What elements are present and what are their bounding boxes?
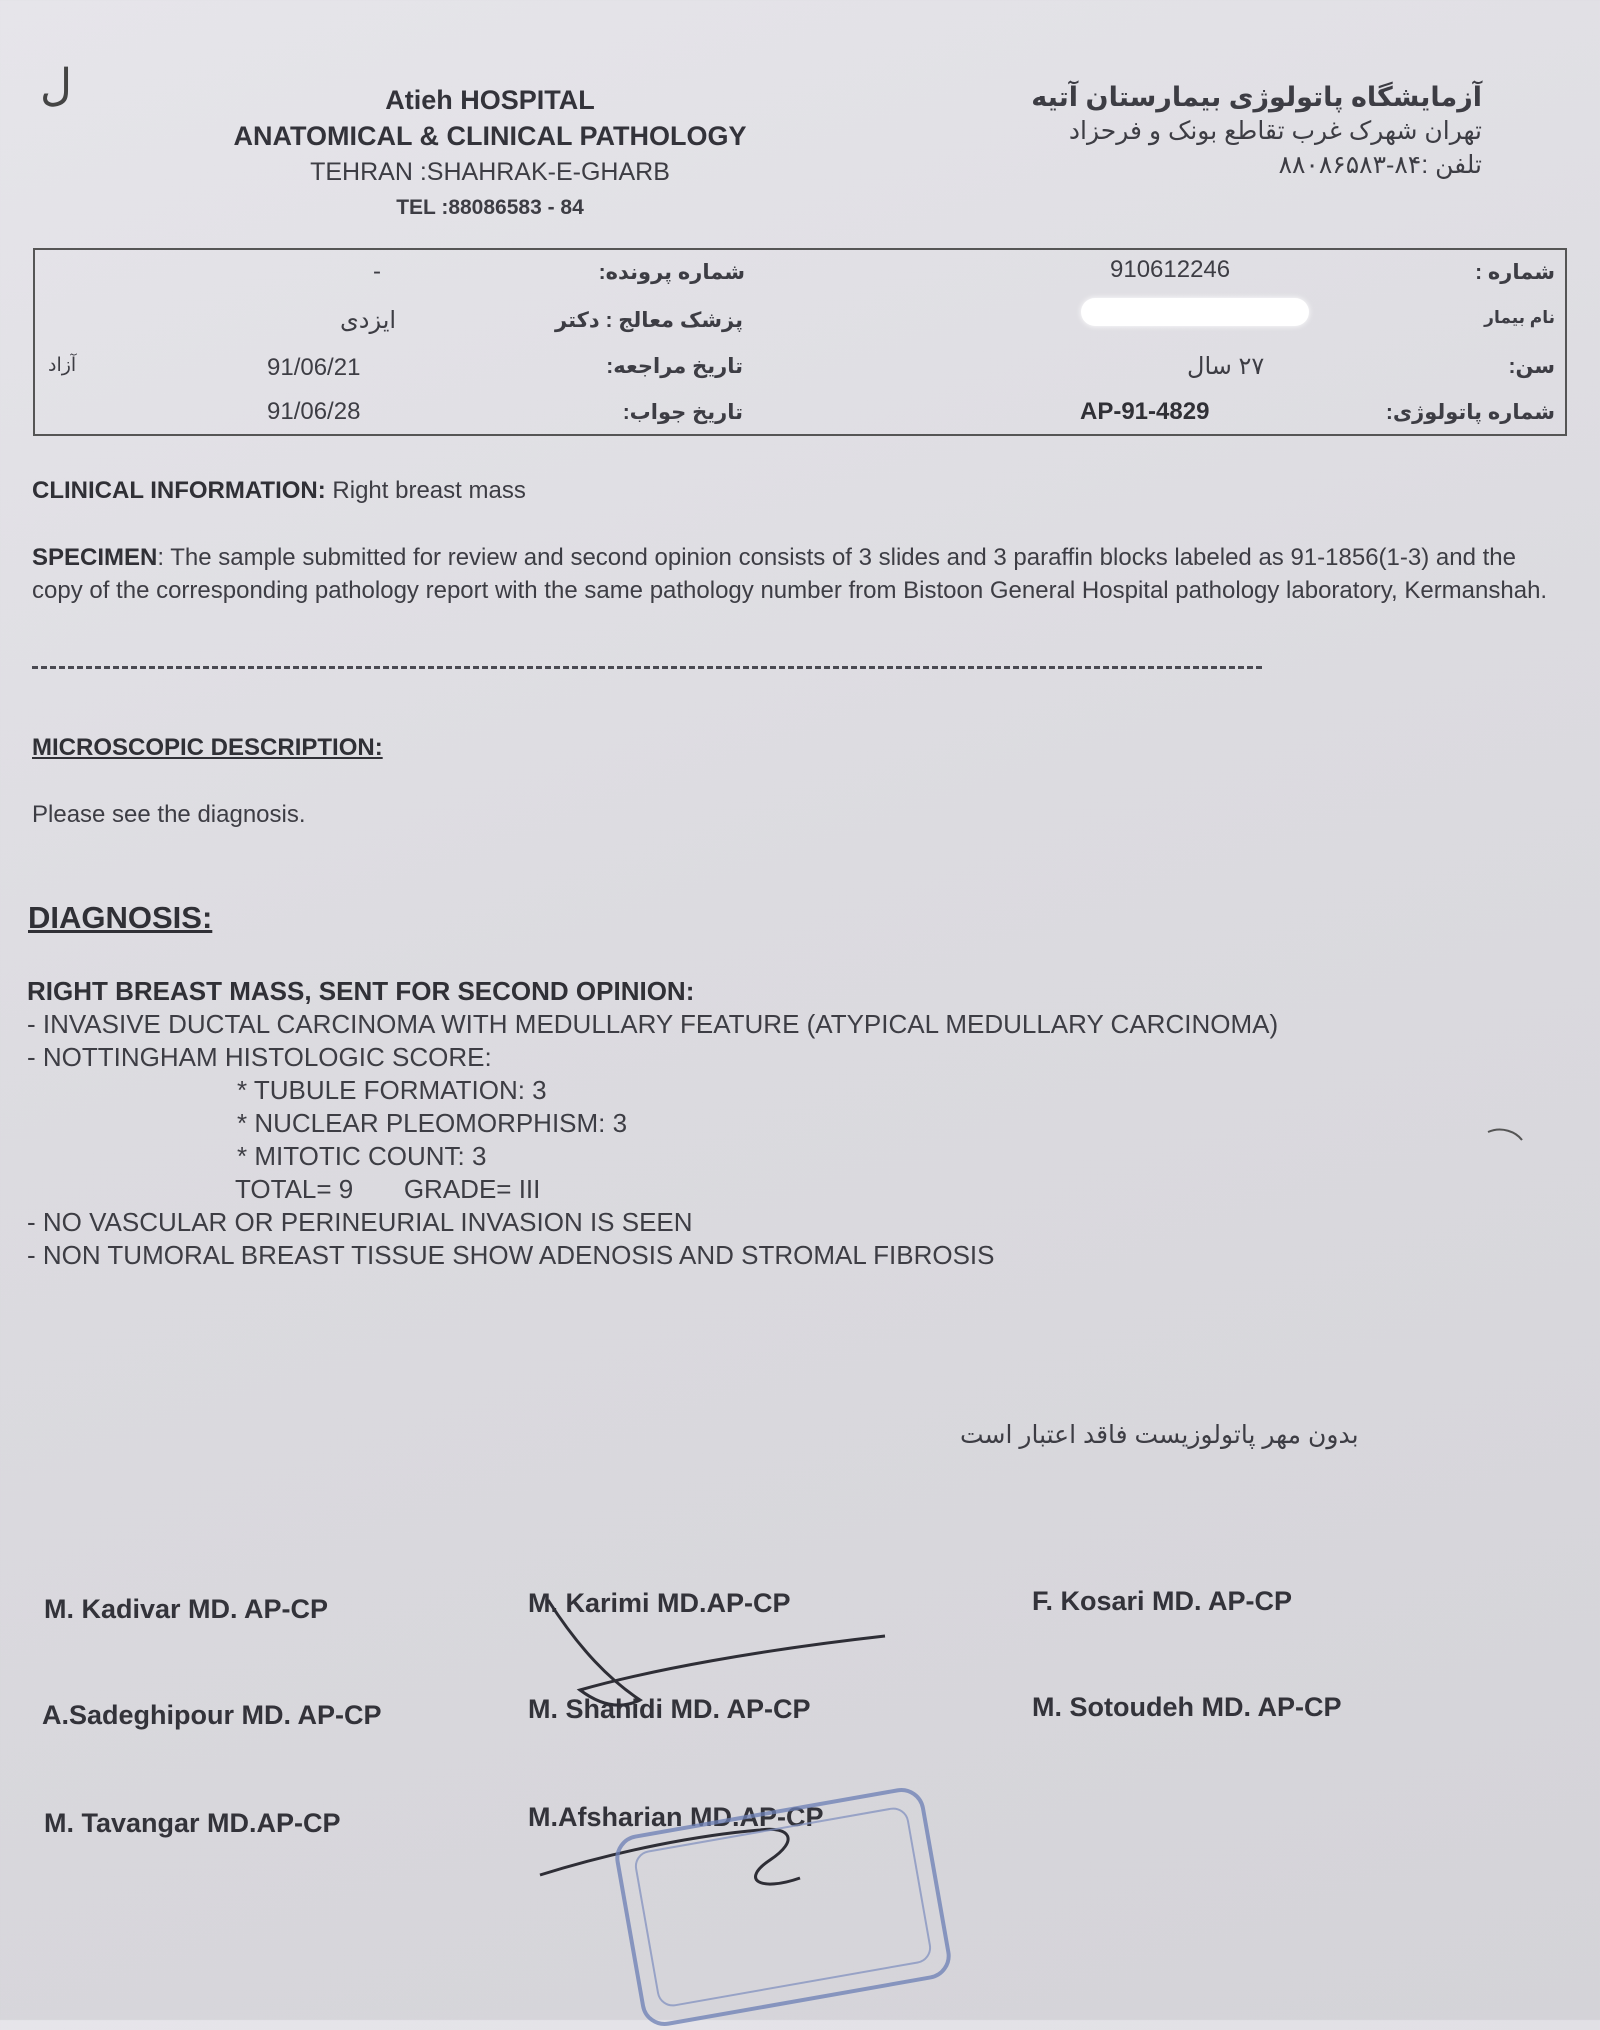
insurance-type: آزاد bbox=[48, 355, 77, 376]
doctor-label: پزشک معالج : دکتر bbox=[555, 309, 743, 332]
hospital-address: TEHRAN :SHAHRAK-E-GHARB bbox=[310, 158, 670, 186]
handwritten-mark: ل bbox=[40, 60, 72, 111]
diagnosis-line: * MITOTIC COUNT: 3 bbox=[237, 1141, 487, 1171]
signatory-name: A.Sadeghipour MD. AP-CP bbox=[42, 1700, 382, 1730]
diagnosis-line: - NOTTINGHAM HISTOLOGIC SCORE: bbox=[27, 1042, 492, 1072]
signatory-name: F. Kosari MD. AP-CP bbox=[1032, 1586, 1293, 1616]
signatory-name: M.Afsharian MD.AP-CP bbox=[528, 1802, 824, 1832]
diagnosis-line: * TUBULE FORMATION: 3 bbox=[237, 1075, 547, 1105]
file-number-value: - bbox=[373, 258, 381, 285]
signatory-name: M. Sotoudeh MD. AP-CP bbox=[1032, 1692, 1342, 1722]
hospital-address-fa: تهران شهرک غرب تقاطع بونک و فرحزاد bbox=[1068, 117, 1482, 145]
answer-date-value: 91/06/28 bbox=[267, 398, 361, 425]
clinical-information-label: CLINICAL INFORMATION: bbox=[32, 477, 326, 504]
hospital-name-fa: آزمایشگاه پاتولوژی بیمارستان آتیه bbox=[1031, 82, 1482, 112]
answer-date-label: تاریخ جواب: bbox=[622, 401, 743, 424]
pathology-number-label: شماره پاتولوژی: bbox=[1385, 401, 1555, 424]
specimen-label: SPECIMEN bbox=[32, 544, 158, 571]
microscopic-description-text: Please see the diagnosis. bbox=[32, 801, 306, 828]
age-label: سن: bbox=[1508, 355, 1555, 378]
clinical-information-text: Right breast mass bbox=[325, 477, 526, 504]
file-number-label: شماره پرونده: bbox=[598, 261, 745, 284]
visit-date-label: تاریخ مراجعه: bbox=[606, 355, 743, 378]
patient-name-label: نام بیمار bbox=[1484, 308, 1555, 327]
pathology-number-value: AP-91-4829 bbox=[1080, 398, 1210, 425]
diagnosis-line: - NON TUMORAL BREAST TISSUE SHOW ADENOSIS AND STROMAL FIBROSIS bbox=[27, 1240, 995, 1270]
specimen-text: : The sample submitted for review and second opinion consists of 3 slides and 3 paraffin blocks labeled as 91-1856(1-3) and the copy of the corresponding pathology report with the same pathology number from Bistoon General Hospital pathology laboratory, Kermanshah. bbox=[32, 544, 1548, 604]
microscopic-description-heading: MICROSCOPIC DESCRIPTION: bbox=[32, 734, 383, 761]
diagnosis-line: - NO VASCULAR OR PERINEURIAL INVASION IS SEEN bbox=[27, 1207, 693, 1237]
number-value: 910612246 bbox=[1110, 256, 1231, 283]
department-name: ANATOMICAL & CLINICAL PATHOLOGY bbox=[233, 121, 747, 151]
stamp-validity-note: بدون مهر پاتولوزیست فاقد اعتبار است bbox=[960, 1421, 1359, 1449]
hospital-phone-fa: تلفن :۸۴-۸۸۰۸۶۵۸۳ bbox=[1278, 151, 1482, 179]
hospital-phone: TEL :88086583 - 84 bbox=[396, 196, 584, 219]
hospital-name: Atieh HOSPITAL bbox=[385, 85, 595, 115]
diagnosis-line: - INVASIVE DUCTAL CARCINOMA WITH MEDULLARY FEATURE (ATYPICAL MEDULLARY CARCINOMA) bbox=[27, 1009, 1279, 1039]
signatory-name: M. Tavangar MD.AP-CP bbox=[44, 1808, 341, 1838]
number-label: شماره : bbox=[1475, 261, 1555, 284]
signatory-name: M. Shahidi MD. AP-CP bbox=[528, 1694, 811, 1724]
diagnosis-line: TOTAL= 9 GRADE= III bbox=[235, 1174, 541, 1204]
diagnosis-heading: DIAGNOSIS: bbox=[28, 900, 213, 935]
signatory-name: M. Kadivar MD. AP-CP bbox=[44, 1594, 329, 1624]
diagnosis-line: * NUCLEAR PLEOMORPHISM: 3 bbox=[237, 1108, 628, 1138]
signatory-name: M. Karimi MD.AP-CP bbox=[528, 1588, 791, 1618]
diagnosis-line: RIGHT BREAST MASS, SENT FOR SECOND OPINION: bbox=[27, 976, 695, 1006]
visit-date-value: 91/06/21 bbox=[267, 354, 361, 381]
doctor-name: ایزدی bbox=[340, 307, 397, 334]
age-value: ۲۷ سال bbox=[1187, 353, 1265, 380]
stamp-inner-border bbox=[632, 1805, 933, 2009]
